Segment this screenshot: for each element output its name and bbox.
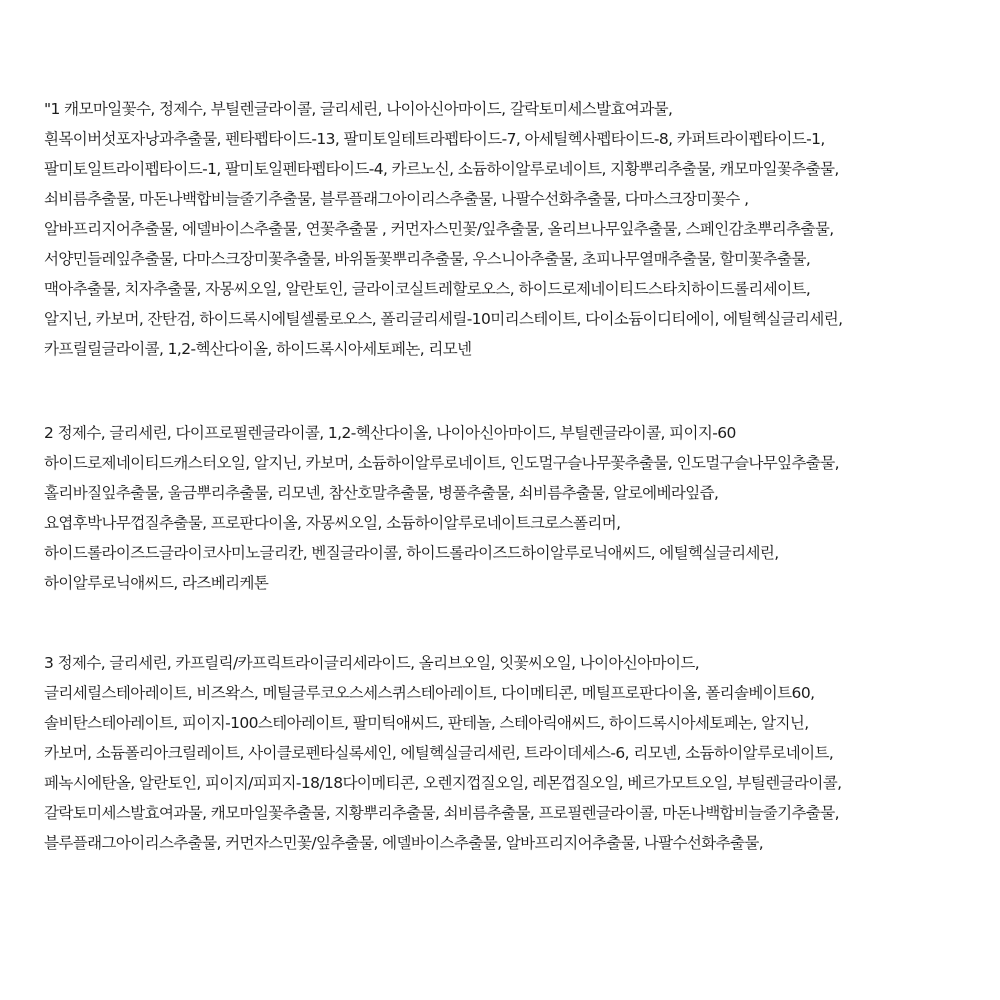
ingredient-line: "1 캐모마일꽃수, 정제수, 부틸렌글라이콜, 글리세린, 나이아신아마이드, 갈락토미세스발효여과물, [44,100,673,118]
ingredient-line: 페녹시에탄올, 알란토인, 피이지/피피지-18/18다이메티콘, 오렌지껍질오일, 레몬껍질오일, 베르가모트오일, 부틸렌글라이콜, [44,774,842,792]
ingredient-block-3 [44,648,974,858]
ingredient-line: 맥아추출물, 치자추출물, 자몽씨오일, 알란토인, 글라이코실트레할로오스, 하이드로제네이티드스타치하이드롤리세이트, [44,280,811,298]
ingredient-line: 홀리바질잎추출물, 울금뿌리추출물, 리모넨, 참산호말추출물, 병풀추출물, 쇠비름추출물, 알로에베라잎즙, [44,484,719,502]
ingredient-line: 팔미토일트라이펩타이드-1, 팔미토일펜타펩타이드-4, 카르노신, 소듐하이알루로네이트, 지황뿌리추출물, 캐모마일꽃추출물, [44,160,839,178]
ingredient-line: 하이알루로닉애씨드, 라즈베리케톤 [44,574,269,592]
ingredient-line: 흰목이버섯포자낭과추출물, 펜타펩타이드-13, 팔미토일테트라펩타이드-7, 아세틸헥사펩타이드-8, 카퍼트라이펩타이드-1, [44,130,825,148]
ingredient-line: 하이드롤라이즈드글라이코사미노글리칸, 벤질글라이콜, 하이드롤라이즈드하이알루로닉애씨드, 에틸헥실글리세린, [44,544,779,562]
ingredient-line: 갈락토미세스발효여과물, 캐모마일꽃추출물, 지황뿌리추출물, 쇠비름추출물, 프로필렌글라이콜, 마돈나백합비늘줄기추출물, [44,804,839,822]
ingredient-line: 글리세릴스테아레이트, 비즈왁스, 메틸글루코오스세스퀴스테아레이트, 다이메티콘, 메틸프로판다이올, 폴리솔베이트60, [44,684,815,702]
ingredient-line: 2 정제수, 글리세린, 다이프로필렌글라이콜, 1,2-헥산다이올, 나이아신아마이드, 부틸렌글라이콜, 피이지-60 [44,424,736,442]
ingredient-line: 서양민들레잎추출물, 다마스크장미꽃추출물, 바위돌꽃뿌리추출물, 우스니아추출물, 초피나무열매추출물, 할미꽃추출물, [44,250,811,268]
ingredient-line: 알지닌, 카보머, 잔탄검, 하이드록시에틸셀룰로오스, 폴리글리세릴-10미리스테이트, 다이소듐이디티에이, 에틸헥실글리세린, [44,310,843,328]
ingredient-line: 카보머, 소듐폴리아크릴레이트, 사이클로펜타실록세인, 에틸헥실글리세린, 트라이데세스-6, 리모넨, 소듐하이알루로네이트, [44,744,834,762]
ingredient-block-1 [44,94,974,364]
ingredient-line: 알바프리지어추출물, 에델바이스추출물, 연꽃추출물 , 커먼자스민꽃/잎추출물, 올리브나무잎추출물, 스페인감초뿌리추출물, [44,220,834,238]
ingredient-line: 하이드로제네이티드캐스터오일, 알지닌, 카보머, 소듐하이알루로네이트, 인도멀구슬나무꽃추출물, 인도멀구슬나무잎추출물, [44,454,839,472]
ingredient-line: 솔비탄스테아레이트, 피이지-100스테아레이트, 팔미틱애씨드, 판테놀, 스테아릭애씨드, 하이드록시아세토페논, 알지닌, [44,714,809,732]
ingredient-block-2 [44,418,974,598]
ingredient-line: 카프릴릴글라이콜, 1,2-헥산다이올, 하이드록시아세토페논, 리모넨 [44,340,472,358]
ingredient-line: 쇠비름추출물, 마돈나백합비늘줄기추출물, 블루플래그아이리스추출물, 나팔수선화추출물, 다마스크장미꽃수 , [44,190,749,208]
ingredient-line: 요엽후박나무껍질추출물, 프로판다이올, 자몽씨오일, 소듐하이알루로네이트크로스폴리머, [44,514,621,532]
ingredient-line: 3 정제수, 글리세린, 카프릴릭/카프릭트라이글리세라이드, 올리브오일, 잇꽃씨오일, 나이아신아마이드, [44,654,700,672]
ingredient-line: 블루플래그아이리스추출물, 커먼자스민꽃/잎추출물, 에델바이스추출물, 알바프리지어추출물, 나팔수선화추출물, [44,834,764,852]
